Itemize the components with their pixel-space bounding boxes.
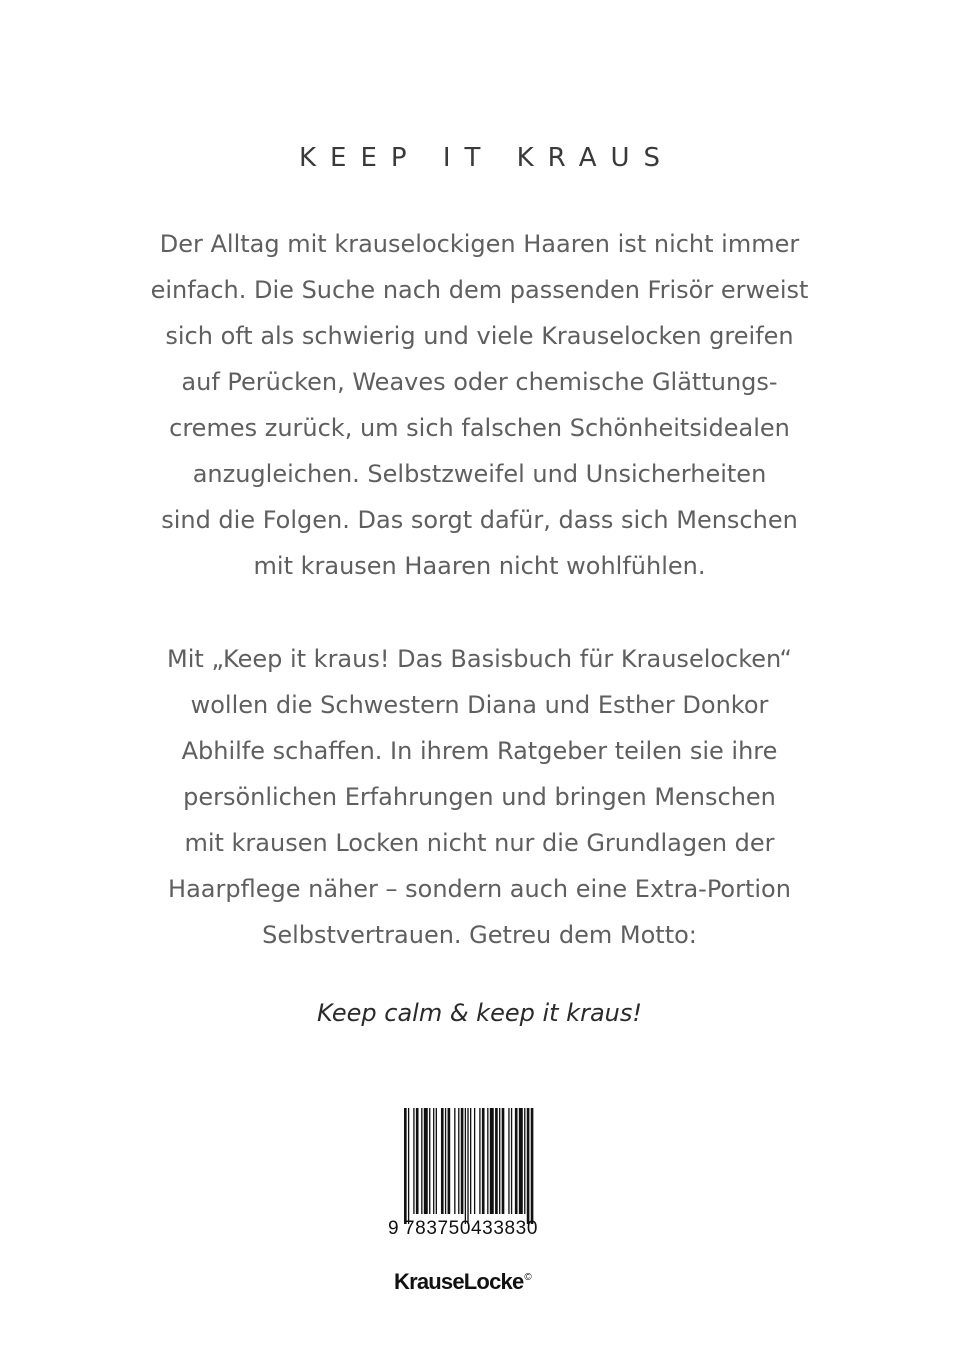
blurb-line: persönlichen Erfahrungen und bringen Menschen xyxy=(183,783,776,811)
barcode-bar xyxy=(404,1108,407,1224)
blurb-line: sind die Folgen. Das sorgt dafür, dass sich Menschen xyxy=(161,506,798,534)
barcode-bar xyxy=(421,1108,422,1214)
barcode-bar xyxy=(448,1108,451,1214)
copyright-mark: © xyxy=(524,1272,532,1283)
barcode-bar xyxy=(461,1108,464,1214)
blurb-line: mit krausen Haaren nicht wohlfühlen. xyxy=(253,552,706,580)
barcode-bar xyxy=(445,1108,446,1214)
barcode-bar xyxy=(470,1108,471,1214)
isbn-digits: 783750433830 xyxy=(404,1218,539,1239)
isbn-number xyxy=(388,1216,568,1242)
publisher-logo xyxy=(394,1266,574,1298)
barcode-bar xyxy=(416,1108,419,1214)
barcode-bar xyxy=(511,1108,512,1214)
blurb-line: mit krausen Locken nicht nur die Grundlagen der xyxy=(184,829,775,857)
barcode-bar xyxy=(458,1108,459,1214)
blurb-line: anzugleichen. Selbstzweifel und Unsicherheiten xyxy=(192,460,767,488)
barcode-graphic xyxy=(388,1108,568,1224)
barcode-bar xyxy=(490,1108,494,1214)
barcode-bar xyxy=(413,1108,414,1214)
blurb-paragraph-2 xyxy=(0,636,959,958)
barcode-bar xyxy=(454,1108,455,1214)
book-title: KEEP IT KRAUS xyxy=(298,143,675,173)
blurb-line: cremes zurück, um sich falschen Schönheitsidealen xyxy=(169,414,790,442)
barcode-bar xyxy=(429,1108,430,1214)
motto: Keep calm & keep it kraus! xyxy=(316,999,642,1027)
barcode-bar xyxy=(531,1108,534,1224)
blurb-line: auf Perücken, Weaves oder chemische Glättungs- xyxy=(181,368,778,396)
barcode-bar xyxy=(508,1108,509,1214)
barcode-bar xyxy=(433,1108,434,1214)
barcode-bar xyxy=(482,1108,485,1214)
barcode-bar xyxy=(474,1108,475,1214)
barcode-bar xyxy=(527,1108,530,1224)
barcode-bar xyxy=(487,1108,488,1214)
blurb-line: Haarpflege näher – sondern auch eine Extra-Portion xyxy=(168,875,791,903)
barcode-bar xyxy=(465,1108,466,1224)
barcode-bar xyxy=(499,1108,500,1214)
barcode-bar xyxy=(424,1108,428,1214)
blurb-line: Mit „Keep it kraus! Das Basisbuch für Krauselocken“ xyxy=(167,645,792,673)
isbn-barcode xyxy=(388,1108,568,1242)
barcode-bar xyxy=(479,1108,480,1214)
blurb-line: Selbstvertrauen. Getreu dem Motto: xyxy=(262,921,697,949)
blurb-line: einfach. Die Suche nach dem passenden Frisör erweist xyxy=(150,276,809,304)
barcode-bar xyxy=(408,1108,409,1224)
isbn-first-digit: 9 xyxy=(388,1218,400,1239)
blurb-line: wollen die Schwestern Diana und Esther Donkor xyxy=(190,691,769,719)
barcode-bar xyxy=(524,1108,525,1214)
barcode-bar xyxy=(467,1108,468,1224)
publisher-name: KrauseLocke xyxy=(394,1269,524,1294)
barcode-bar xyxy=(519,1108,523,1214)
blurb-line: Abhilfe schaffen. In ihrem Ratgeber teilen sie ihre xyxy=(181,737,778,765)
barcode-bar xyxy=(515,1108,518,1214)
blurb-line: Der Alltag mit krauselockigen Haaren ist nicht immer xyxy=(159,230,800,258)
barcode-bar xyxy=(436,1108,437,1214)
barcode-bar xyxy=(495,1108,498,1214)
blurb-line: sich oft als schwierig und viele Krauselocken greifen xyxy=(165,322,794,350)
barcode-bar xyxy=(502,1108,505,1214)
barcode-bar xyxy=(441,1108,444,1214)
blurb-paragraph-1 xyxy=(0,221,959,589)
